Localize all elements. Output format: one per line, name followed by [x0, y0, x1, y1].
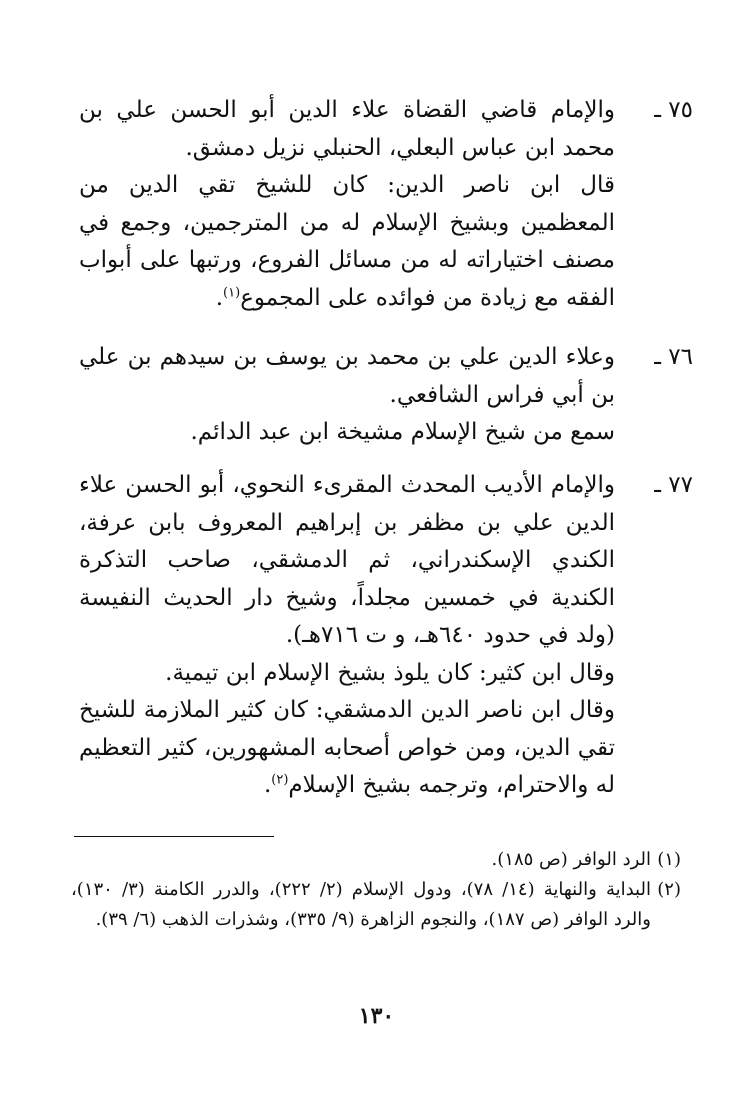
entry-76: [79, 339, 691, 452]
entry-paragraph: سمع من شيخ الإسلام مشيخة ابن عبد الدائم.: [190, 419, 615, 445]
entry-77: [79, 467, 691, 805]
sentence-end: .: [215, 284, 224, 311]
footnote-text: الرد الوافر (ص ١٨٥).: [491, 849, 651, 870]
entry-paragraph: [79, 692, 615, 805]
page-number: ١٣٠: [358, 1003, 395, 1029]
footnote-2: [71, 875, 681, 935]
entry-paragraph: وقال ابن كثير: كان يلوذ بشيخ الإسلام ابن تيمية.: [165, 659, 615, 686]
footnote-text: البداية والنهاية (١٤/ ٧٨)، ودول الإسلام (٢/ ٢٢٢)، والدرر الكامنة (٣/ ١٣٠)، والرد الوافر (ص ١٨٧)، والنجوم الزاهرة (٩/ ٣٣٥)، وشذرات الذهب (٦/ ٣٩).: [71, 879, 651, 930]
footnote-number: (١): [657, 849, 681, 870]
footnote-ref: (١): [223, 284, 241, 300]
entry-number: ٧٥ ـ: [654, 97, 693, 123]
entry-paragraph: والإمام الأديب المحدث المقرىء النحوي، أبو الحسن علاء الدين علي بن مظفر بن إبراهيم المعروف بابن عرفة، الكندي الإسكندراني، ثم الدمشقي، صاحب التذكرة الكندية في خمسين مجلداً، وشيخ دار الحديث النفيسة (ولد في حدود ٦٤٠هـ، و ت ٧١٦هـ).: [79, 472, 615, 648]
entry-paragraph: وعلاء الدين علي بن محمد بن يوسف بن سيدهم بن علي بن أبي فراس الشافعي.: [79, 344, 615, 408]
entry-paragraph: [79, 167, 615, 317]
footnote-ref: (٢): [271, 772, 289, 788]
entry-body: [79, 339, 615, 452]
entry-75: [79, 92, 691, 317]
footnote-number: (٢): [657, 879, 681, 900]
entry-body: [79, 467, 615, 805]
footnote-1: [71, 845, 681, 875]
entry-number: ٧٧ ـ: [654, 472, 693, 498]
entry-number: ٧٦ ـ: [654, 344, 693, 370]
entry-text: قال ابن ناصر الدين: كان للشيخ تقي الدين من المعظمين وبشيخ الإسلام له من المترجمين، وجمع في مصنف اختياراته له من مسائل الفروع، ورتبها على أبواب الفقه مع زيادة من فوائده على المجموع: [79, 172, 615, 311]
entry-paragraph: والإمام قاضي القضاة علاء الدين أبو الحسن علي بن محمد ابن عباس البعلي، الحنبلي نزيل دمشق.: [79, 97, 615, 161]
sentence-end: .: [263, 772, 272, 798]
entry-body: [79, 92, 615, 317]
footnotes: [71, 845, 681, 935]
footnote-separator: [74, 836, 274, 837]
entry-text: وقال ابن ناصر الدين الدمشقي: كان كثير الملازمة للشيخ تقي الدين، ومن خواص أصحابه المشهورين، كثير التعظيم له والاحترام، وترجمه بشيخ الإسلام: [79, 697, 615, 798]
